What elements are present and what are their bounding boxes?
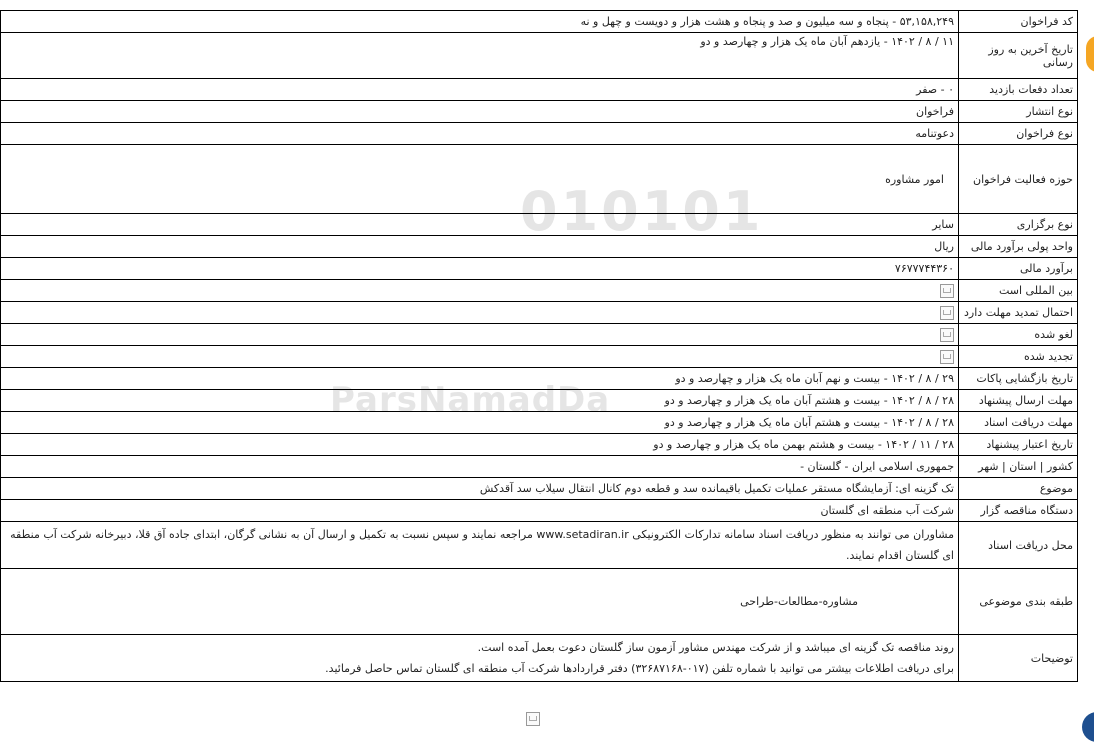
table-row <box>1 390 1078 412</box>
row-label: طبقه بندی موضوعی <box>959 569 1078 635</box>
row-label: بین المللی است <box>959 280 1078 302</box>
broken-image-icon <box>940 350 954 364</box>
row-value <box>1 280 959 302</box>
row-label: تجدید شده <box>959 346 1078 368</box>
row-value: ۲۸ / ۱۱ / ۱۴۰۲ - بیست و هشتم بهمن ماه یک هزار و چهارصد و دو <box>1 434 959 456</box>
row-label: برآورد مالی <box>959 258 1078 280</box>
row-value <box>1 346 959 368</box>
table-row <box>1 635 1078 682</box>
row-value: امور مشاوره <box>1 145 959 214</box>
table-row <box>1 434 1078 456</box>
row-value: ۵۳,۱۵۸,۲۴۹ - پنجاه و سه میلیون و صد و پنجاه و هشت هزار و دویست و چهل و نه <box>1 11 959 33</box>
row-label: توضیحات <box>959 635 1078 682</box>
table-row <box>1 236 1078 258</box>
row-value: ۰ - صفر <box>1 79 959 101</box>
row-label: مهلت دریافت اسناد <box>959 412 1078 434</box>
row-value <box>1 635 959 682</box>
table-row <box>1 302 1078 324</box>
row-value: ۲۸ / ۸ / ۱۴۰۲ - بیست و هشتم آبان ماه یک هزار و چهارصد و دو <box>1 412 959 434</box>
row-label: واحد پولی برآورد مالی <box>959 236 1078 258</box>
watermark-brand: ParsNamadDa <box>330 380 611 420</box>
table-row <box>1 123 1078 145</box>
broken-image-icon <box>940 328 954 342</box>
side-badge <box>1086 36 1094 72</box>
row-value: تک گزینه ای: آزمایشگاه مستقر عملیات تکمیل باقیمانده سد و قطعه دوم کانال انتقال سیلاب سد آقدکش <box>1 478 959 500</box>
row-value <box>1 324 959 346</box>
row-label: محل دریافت اسناد <box>959 522 1078 569</box>
row-label: نوع انتشار <box>959 101 1078 123</box>
table-row <box>1 346 1078 368</box>
row-value: جمهوری اسلامی ایران - گلستان - <box>1 456 959 478</box>
table-row <box>1 324 1078 346</box>
side-badge-bottom <box>1082 712 1094 742</box>
row-label: حوزه فعالیت فراخوان <box>959 145 1078 214</box>
row-value: ۱۱ / ۸ / ۱۴۰۲ - یازدهم آبان ماه یک هزار و چهارصد و دو <box>1 33 959 79</box>
row-label: نوع برگزاری <box>959 214 1078 236</box>
row-label: احتمال تمدید مهلت دارد <box>959 302 1078 324</box>
row-label: تعداد دفعات بازدید <box>959 79 1078 101</box>
description-line: روند مناقصه تک گزینه ای میباشد و از شرکت مهندس مشاور آزمون ساز گلستان دعوت بعمل آمده است. <box>477 641 954 654</box>
row-label: کشور | استان | شهر <box>959 456 1078 478</box>
row-value: سایر <box>1 214 959 236</box>
watermark-digits: 010101 <box>520 180 764 243</box>
row-value <box>1 302 959 324</box>
table-row <box>1 214 1078 236</box>
row-value: مشاوره-مطالعات-طراحی <box>1 569 959 635</box>
row-value: مشاوران می توانند به منظور دریافت اسناد سامانه تدارکات الکترونیکی www.setadiran.ir مراجعه نمایند و سپس نسبت به تکمیل و ارسال آن به نشانی گرگان، ابتدای جاده آق قلا، دبیرخانه شرکت آب منطقه ای گلستان اقدام نمایند. <box>1 522 959 569</box>
row-label: دستگاه مناقصه گزار <box>959 500 1078 522</box>
tender-info-table <box>0 10 1078 682</box>
table-row <box>1 412 1078 434</box>
row-label: لغو شده <box>959 324 1078 346</box>
table-row <box>1 478 1078 500</box>
table-row <box>1 79 1078 101</box>
table-row <box>1 280 1078 302</box>
row-value: شرکت آب منطقه ای گلستان <box>1 500 959 522</box>
row-label: موضوع <box>959 478 1078 500</box>
table-row <box>1 258 1078 280</box>
row-value: ۲۸ / ۸ / ۱۴۰۲ - بیست و هشتم آبان ماه یک هزار و چهارصد و دو <box>1 390 959 412</box>
table-row <box>1 368 1078 390</box>
table-row <box>1 522 1078 569</box>
broken-image-icon <box>940 306 954 320</box>
table-row <box>1 456 1078 478</box>
table-row <box>1 101 1078 123</box>
row-value: فراخوان <box>1 101 959 123</box>
row-value: ۷۶۷۷۷۴۴۳۶۰ <box>1 258 959 280</box>
table-row <box>1 145 1078 214</box>
table-row <box>1 500 1078 522</box>
row-label: تاریخ اعتبار پیشنهاد <box>959 434 1078 456</box>
row-label: تاریخ آخرین به روز رسانی <box>959 33 1078 79</box>
row-label: مهلت ارسال پیشنهاد <box>959 390 1078 412</box>
description-line: برای دریافت اطلاعات بیشتر می توانید با شماره تلفن (۰۱۷-۳۲۶۸۷۱۶۸) دفتر قراردادها شرکت آب منطقه ای گلستان تماس حاصل فرمائید. <box>325 662 954 675</box>
row-value: دعوتنامه <box>1 123 959 145</box>
row-label: تاریخ بازگشایی پاکات <box>959 368 1078 390</box>
table-row <box>1 33 1078 79</box>
table-row <box>1 569 1078 635</box>
row-label: کد فراخوان <box>959 11 1078 33</box>
table-row <box>1 11 1078 33</box>
row-value: ریال <box>1 236 959 258</box>
row-label: نوع فراخوان <box>959 123 1078 145</box>
broken-image-icon <box>526 712 540 726</box>
broken-image-icon <box>940 284 954 298</box>
row-value: ۲۹ / ۸ / ۱۴۰۲ - بیست و نهم آبان ماه یک هزار و چهارصد و دو <box>1 368 959 390</box>
